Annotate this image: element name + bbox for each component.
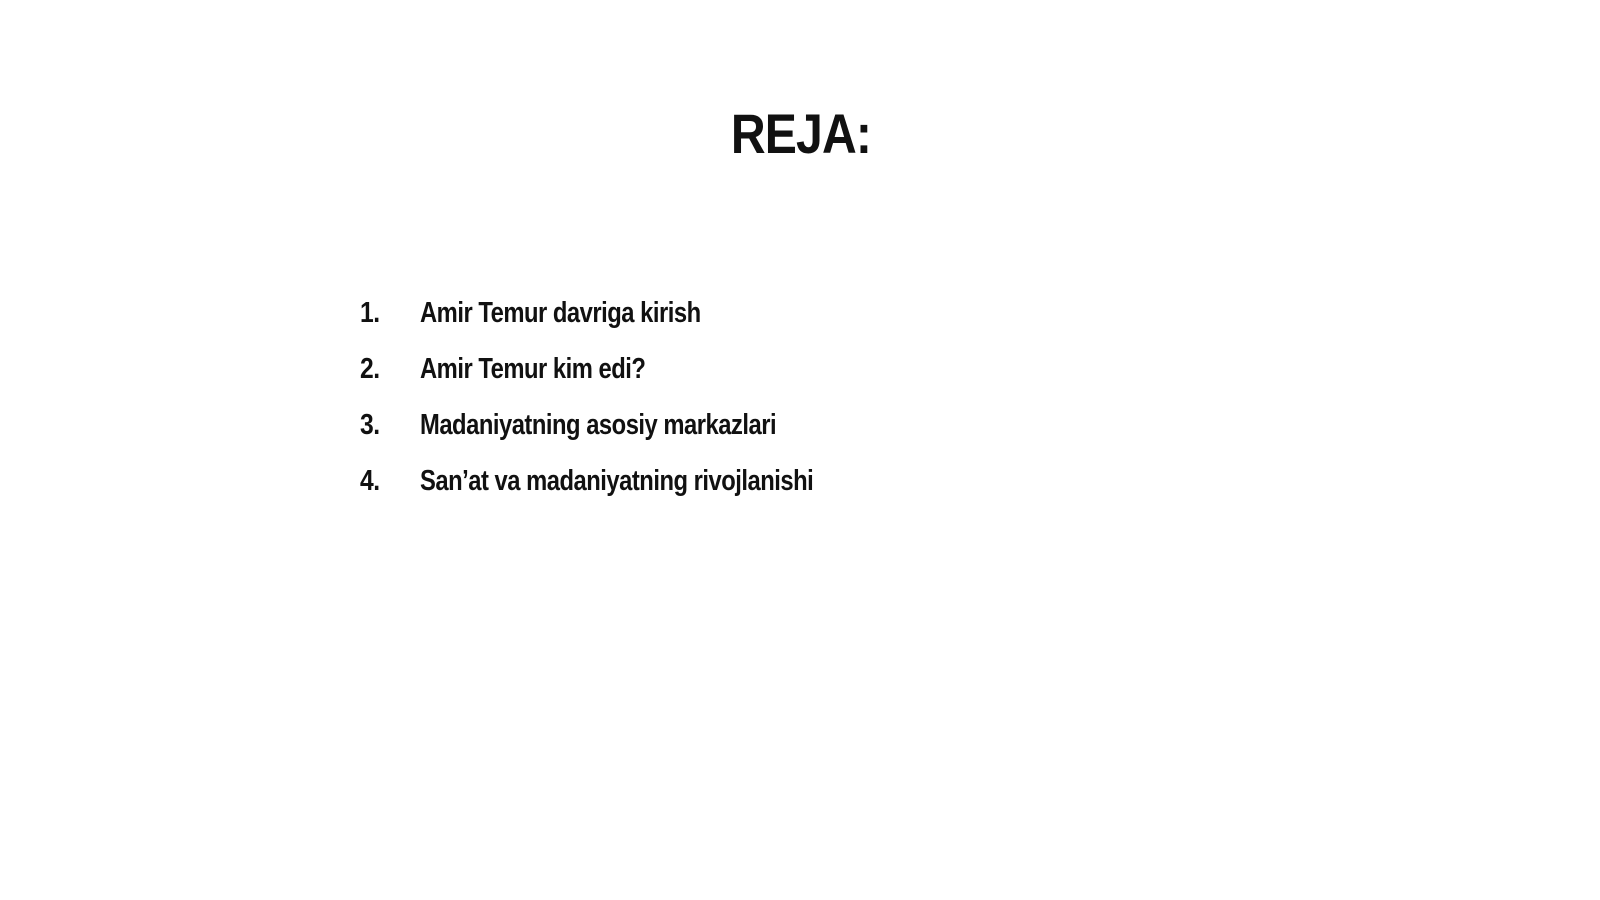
item-number: 4. bbox=[360, 465, 380, 497]
item-text: Amir Temur kim edi? bbox=[420, 353, 646, 385]
list-item bbox=[360, 285, 900, 341]
item-number: 1. bbox=[360, 297, 380, 329]
list-item bbox=[360, 453, 900, 509]
plan-list bbox=[360, 285, 900, 509]
slide-title: REJA: bbox=[730, 102, 872, 165]
item-number: 3. bbox=[360, 409, 380, 441]
list-item bbox=[360, 341, 900, 397]
list-item bbox=[360, 397, 900, 453]
item-text: Amir Temur davriga kirish bbox=[420, 297, 701, 329]
item-number: 2. bbox=[360, 353, 380, 385]
item-text: San’at va madaniyatning rivojlanishi bbox=[420, 465, 814, 497]
item-text: Madaniyatning asosiy markazlari bbox=[420, 409, 777, 441]
